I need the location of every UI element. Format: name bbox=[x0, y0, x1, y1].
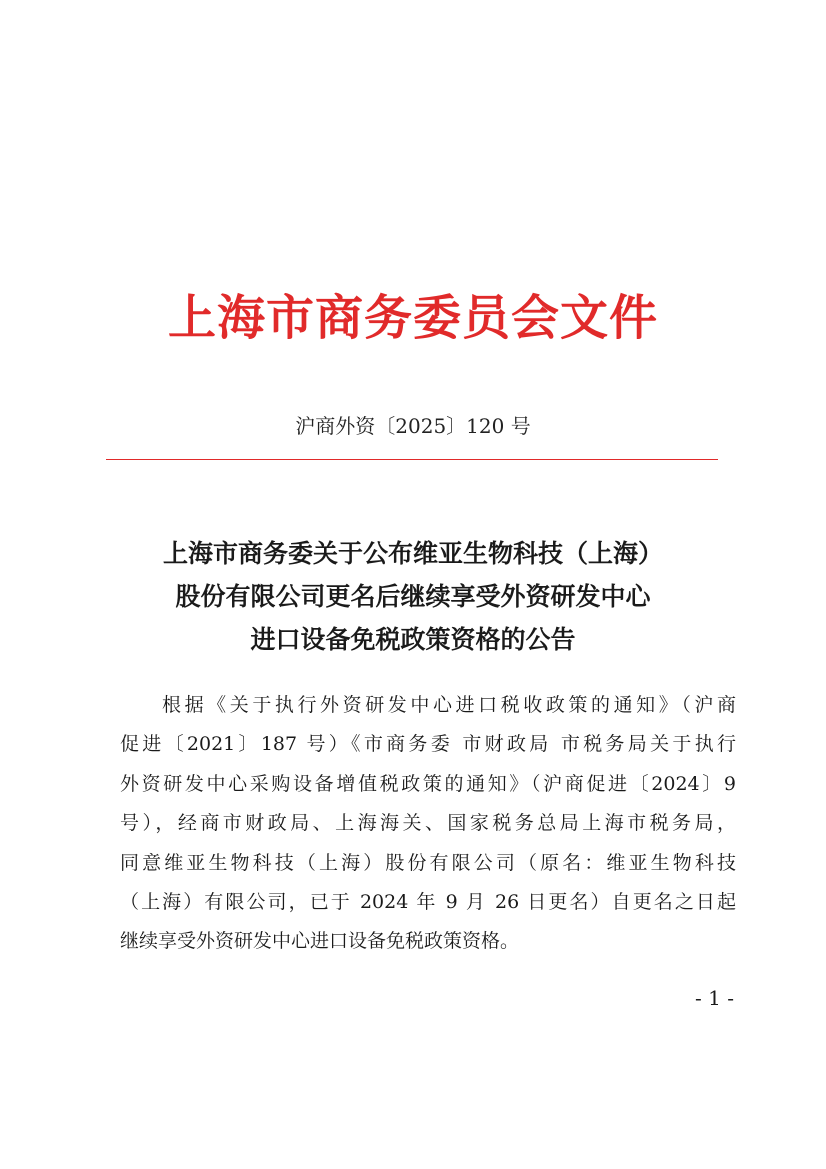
body-line: 促进〔2021〕187 号）《市商务委 市财政局 市税务局关于执行 bbox=[120, 733, 736, 756]
title-line: 进口设备免税政策资格的公告 bbox=[250, 625, 576, 654]
page-number: - 1 - bbox=[695, 986, 734, 1010]
title-line: 股份有限公司更名后继续享受外资研发中心 bbox=[175, 582, 651, 611]
body-line: 继续享受外资研发中心进口设备免税政策资格。 bbox=[120, 930, 520, 953]
masthead-title: 上海市商务委员会文件 bbox=[167, 290, 658, 346]
body-line: 号），经商市财政局、上海海关、国家税务总局上海市税务局， bbox=[120, 812, 736, 835]
red-divider-line bbox=[106, 459, 718, 460]
document-number: 沪商外资〔2025〕120 号 bbox=[295, 414, 531, 438]
body-line: （上海）有限公司，已于 2024 年 9 月 26 日更名）自更名之日起 bbox=[120, 890, 736, 913]
body-line: 根据《关于执行外资研发中心进口税收政策的通知》（沪商 bbox=[162, 694, 736, 716]
title-line: 上海市商务委关于公布维亚生物科技（上海） bbox=[162, 539, 663, 568]
body-line: 同意维亚生物科技（上海）股份有限公司（原名：维亚生物科技 bbox=[120, 851, 736, 874]
body-line: 外资研发中心采购设备增值税政策的通知》（沪商促进〔2024〕9 bbox=[120, 772, 736, 795]
body-paragraph bbox=[120, 686, 736, 962]
announcement-title bbox=[90, 532, 736, 661]
